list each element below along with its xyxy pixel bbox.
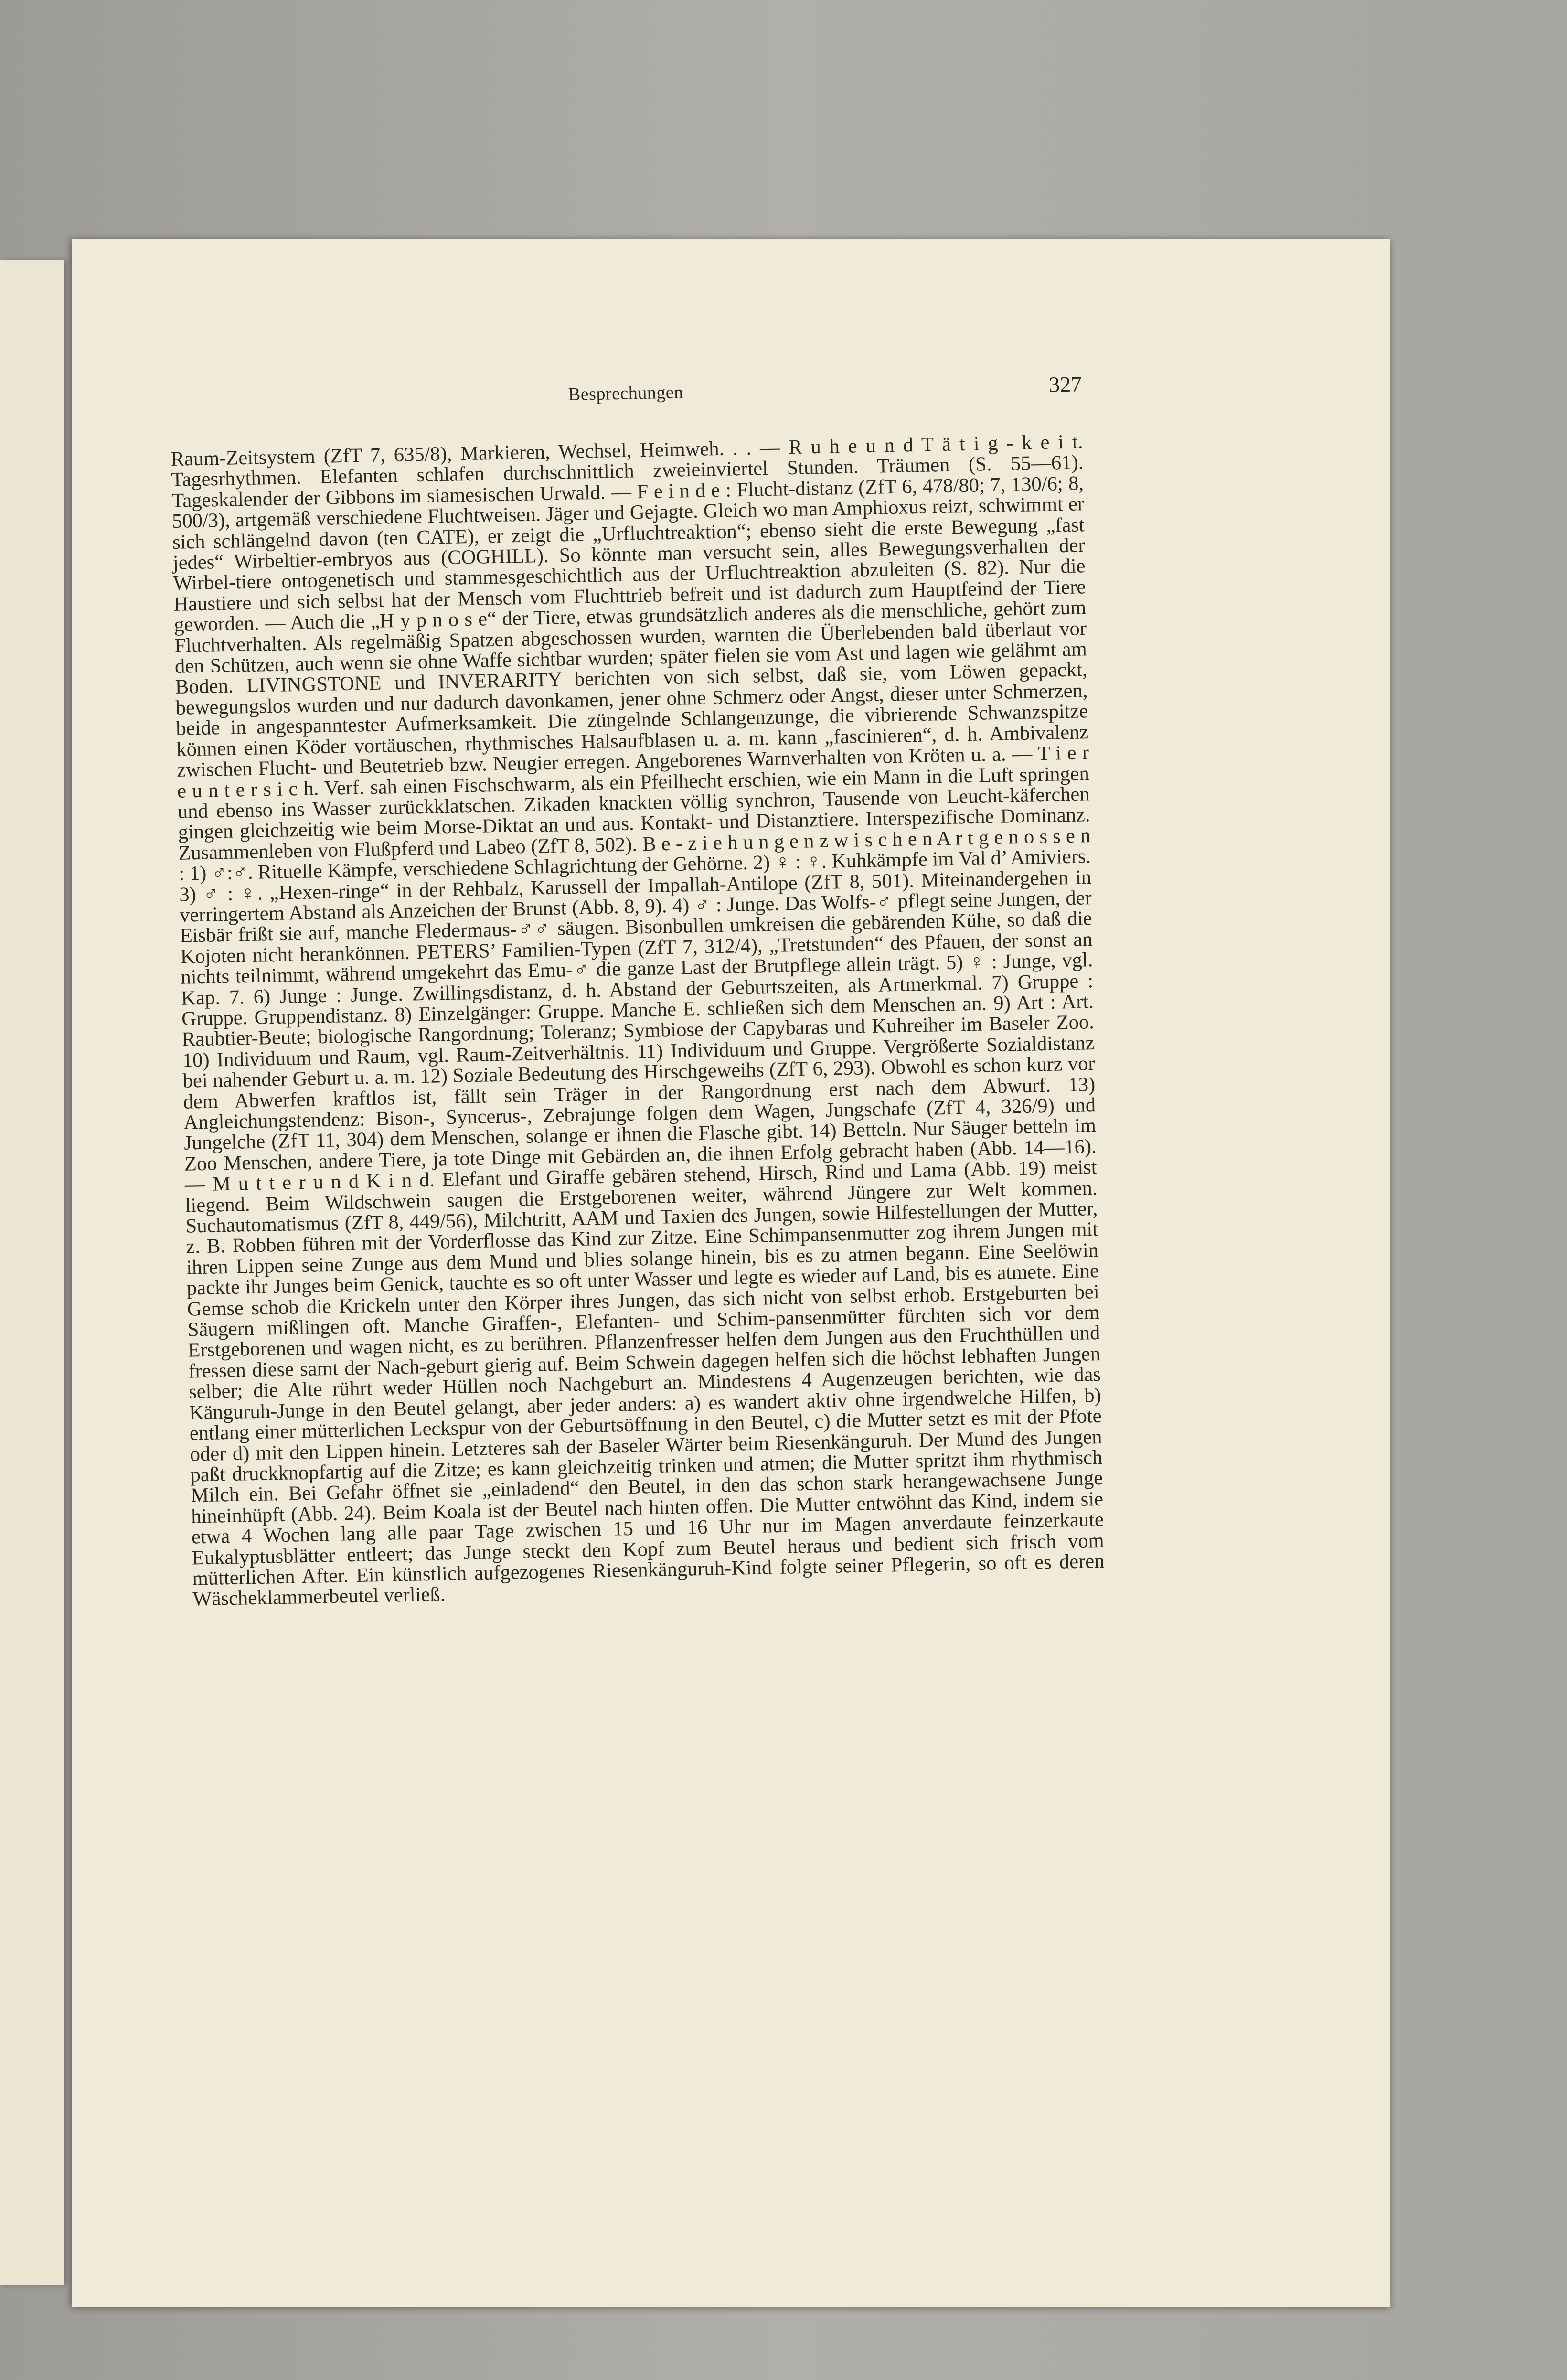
book-page: [72, 239, 1390, 2307]
previous-page-edge: [0, 260, 64, 2285]
page-content: [170, 374, 1105, 1610]
body-text: Raum-Zeitsystem (ZfT 7, 635/8), Markieren, Wechsel, Heimweh. . . — R u h e u n d T ä t i g - k e i t. Tagesrhythmen. Elefanten schlafen durchschnittlich zweieinviertel Stunden. Träumen (S. 55—61). Tageskalender der Gibbons im siamesischen Urwald. — F e i n d e : Flucht-distanz (ZfT 6, 478/80; 7, 130/6; 8, 500/3), artgemäß verschiedene Fluchtweisen. Jäger und Gejagte. Gleich wo man Amphioxus reizt, schwimmt er sich schlängelnd davon (ten CATE), er zeigt die „Urfluchtreaktion“; ebenso sieht die erste Bewegung „fast jedes“ Wirbeltier-embryos aus (COGHILL). So könnte man versucht sein, alles Bewegungsverhalten der Wirbel-tiere ontogenetisch und stammesgeschichtlich aus der Urfluchtreaktion abzuleiten (S. 82). Nur die Haustiere und sich selbst hat der Mensch vom Fluchttrieb befreit und ist dadurch zum Hauptfeind der Tiere geworden. — Auch die „H y p n o s e“ der Tiere, etwas grundsätzlich anderes als die menschliche, gehört zum Fluchtverhalten. Als regelmäßig Spatzen abgeschossen wurden, warnten die Überlebenden bald überlaut vor den Schützen, auch wenn sie ohne Waffe sichtbar wurden; später fielen sie vom Ast und lagen wie gelähmt am Boden. LIVINGSTONE und INVERARITY berichten von sich selbst, daß sie, vom Löwen gepackt, bewegungslos wurden und nur dadurch davonkamen, jener ohne Schmerz oder Angst, dieser unter Schmerzen, beide in angespanntester Aufmerksamkeit. Die züngelnde Schlangenzunge, die vibrierende Schwanzspitze können einen Köder vortäuschen, rhythmisches Halsaufblasen u. a. m. kann „fascinieren“, d. h. Ambivalenz zwischen Flucht- und Beutetrieb bzw. Neugier erregen. Angeborenes Warnverhalten von Kröten u. a. — T i e r e u n t e r s i c h. Verf. sah einen Fischschwarm, als ein Pfeilhecht erschien, wie ein Mann in die Luft springen und ebenso ins Wasser zurückklatschen. Zikaden knackten völlig synchron, Tausende von Leucht-käferchen gingen gleichzeitig wie beim Morse-Diktat an und aus. Kontakt- und Distanztiere. Interspezifische Dominanz. Zusammenleben von Flußpferd und Labeo (ZfT 8, 502). B e - z i e h u n g e n z w i s c h e n A r t g e n o s s e n : 1) ♂:♂. Rituelle Kämpfe, verschiedene Schlagrichtung der Gehörne. 2) ♀ : ♀. Kuhkämpfe im Val d’ Amiviers. 3) ♂ : ♀. „Hexen-ringe“ in der Rehbalz, Karussell der Impallah-Antilope (ZfT 8, 501). Miteinandergehen in verringertem Abstand als Anzeichen der Brunst (Abb. 8, 9). 4) ♂ : Junge. Das Wolfs-♂ pflegt seine Jungen, der Eisbär frißt sie auf, manche Fledermaus-♂♂ säugen. Bisonbullen umkreisen die gebärenden Kühe, so daß die Kojoten nicht herankönnen. PETERS’ Familien-Typen (ZfT 7, 312/4), „Tretstunden“ des Pfauen, der sonst an nichts teilnimmt, während umgekehrt das Emu-♂ die ganze Last der Brutpflege allein trägt. 5) ♀ : Junge, vgl. Kap. 7. 6) Junge : Junge. Zwillingsdistanz, d. h. Abstand der Geburtszeiten, als Artmerkmal. 7) Gruppe : Gruppe. Gruppendistanz. 8) Einzelgänger: Gruppe. Manche E. schließen sich dem Menschen an. 9) Art : Art. Raubtier-Beute; biologische Rangordnung; Toleranz; Symbiose der Capybaras und Kuhreiher im Baseler Zoo. 10) Individuum und Raum, vgl. Raum-Zeitverhältnis. 11) Individuum und Gruppe. Vergrößerte Sozialdistanz bei nahender Geburt u. a. m. 12) Soziale Bedeutung des Hirschgeweihs (ZfT 6, 293). Obwohl es schon kurz vor dem Abwerfen kraftlos ist, fällt sein Träger in der Rangordnung erst nach dem Abwurf. 13) Angleichungstendenz: Bison-, Syncerus-, Zebrajunge folgen dem Wagen, Jungschafe (ZfT 4, 326/9) und Jungelche (ZfT 11, 304) dem Menschen, solange er ihnen die Flasche gibt. 14) Betteln. Nur Säuger betteln im Zoo Menschen, andere Tiere, ja tote Dinge mit Gebärden an, die ihnen Erfolg gebracht haben (Abb. 14—16). — M u t t e r u n d K i n d. Elefant und Giraffe gebären stehend, Hirsch, Rind und Lama (Abb. 19) meist liegend. Beim Wildschwein saugen die Erstgeborenen weiter, während Jüngere zur Welt kommen. Suchautomatismus (ZfT 8, 449/56), Milchtritt, AAM und Taxien des Jungen, sowie Hilfestellungen der Mutter, z. B. Robben führen mit der Vorderflosse das Kind zur Zitze. Eine Schimpansenmutter zog ihrem Jungen mit ihren Lippen seine Zunge aus dem Mund und blies solange hinein, bis es zu atmen begann. Eine Seelöwin packte ihr Junges beim Genick, tauchte es so oft unter Wasser und legte es wieder auf Land, bis es atmete. Eine Gemse schob die Krickeln unter den Körper ihres Jungen, das sich nicht von selbst erhob. Erstgeburten bei Säugern mißlingen oft. Manche Giraffen-, Elefanten- und Schim-pansenmütter fürchten sich vor dem Erstgeborenen und wagen nicht, es zu berühren. Pflanzenfresser helfen dem Jungen aus den Fruchthüllen und fressen diese samt der Nach-geburt gierig auf. Beim Schwein dagegen helfen sich die höchst lebhaften Jungen selber; die Alte rührt weder Hüllen noch Nachgeburt an. Mindestens 4 Augenzeugen berichten, wie das Känguruh-Junge in den Beutel gelangt, aber jeder anders: a) es wandert aktiv ohne irgendwelche Hilfen, b) entlang einer mütterlichen Leckspur von der Geburtsöffnung in den Beutel, c) die Mutter setzt es mit der Pfote oder d) mit den Lippen hinein. Letzteres sah der Baseler Wärter beim Riesenkänguruh. Der Mund des Jungen paßt druckknopfartig auf die Zitze; es kann gleichzeitig trinken und atmen; die Mutter spritzt ihm rhythmisch Milch ein. Bei Gefahr öffnet sie „einladend“ den Beutel, in den das schon stark herangewachsene Junge hineinhüpft (Abb. 24). Beim Koala ist der Beutel nach hinten offen. Die Mutter entwöhnt das Kind, indem sie etwa 4 Wochen lang alle paar Tage zwischen 15 und 16 Uhr nur im Magen anverdaute feinzerkaute Eukalyptusblätter entleert; das Junge steckt den Kopf zum Beutel heraus und bedient sich frisch vom mütterlichen After. Ein künstlich aufgezogenes Riesenkänguruh-Kind folgte seiner Pflegerin, so oft es deren Wäscheklammerbeutel verließ.: [171, 430, 1105, 1611]
running-title: Besprechungen: [568, 382, 684, 405]
running-head: [170, 374, 1082, 430]
page-number: 327: [1048, 372, 1082, 397]
